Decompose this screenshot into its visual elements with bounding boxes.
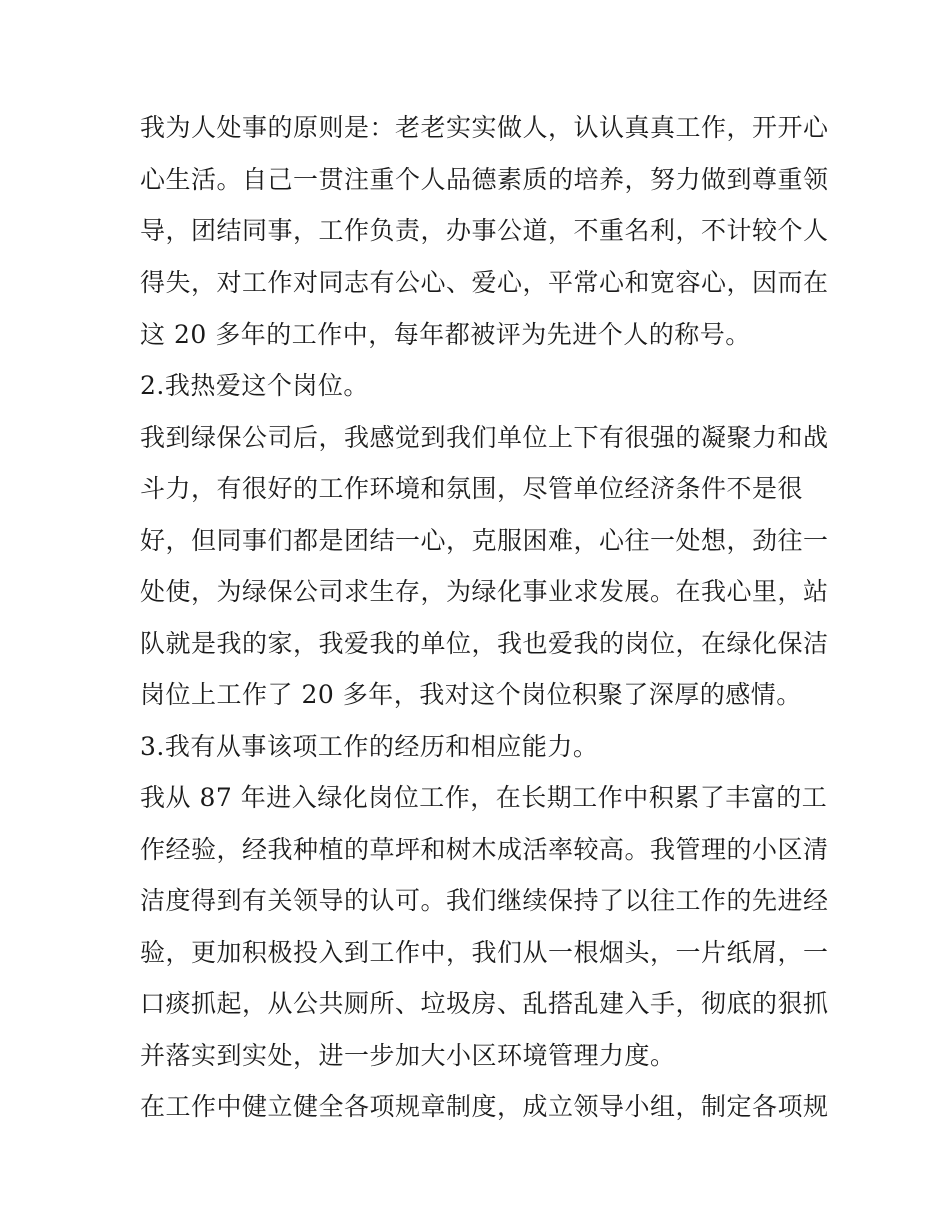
paragraph-line: 我从 87 年进入绿化岗位工作，在长期工作中积累了丰富的工 [140, 783, 828, 812]
paragraph-line: 我为人处事的原则是：老老实实做人，认认真真工作，开开心 [140, 113, 829, 142]
paragraph-line: 我到绿保公司后，我感觉到我们单位上下有很强的凝聚力和战 [140, 423, 829, 452]
paragraph-line: 口痰抓起，从公共厕所、垃圾房、乱搭乱建入手，彻底的狠抓 [140, 989, 829, 1018]
paragraph-line: 这 20 多年的工作中，每年都被评为先进个人的称号。 [140, 320, 751, 349]
paragraph-line: 验，更加积极投入到工作中，我们从一根烟头，一片纸屑，一 [140, 938, 829, 967]
paragraph-line: 导，团结同事，工作负责，办事公道，不重名利，不计较个人 [140, 216, 829, 245]
paragraph-line: 好，但同事们都是团结一心，克服困难，心往一处想，劲往一 [140, 526, 829, 555]
paragraph-line: 队就是我的家，我爱我的单位，我也爱我的岗位，在绿化保洁 [140, 629, 829, 658]
paragraph-line: 洁度得到有关领导的认可。我们继续保持了以往工作的先进经 [140, 886, 829, 915]
paragraph-line: 处使，为绿保公司求生存，为绿化事业求发展。在我心里，站 [140, 577, 829, 606]
paragraph-line: 岗位上工作了 20 多年，我对这个岗位积聚了深厚的感情。 [140, 680, 802, 709]
paragraph-line: 并落实到实处，进一步加大小区环境管理力度。 [140, 1041, 676, 1070]
paragraph-line: 斗力，有很好的工作环境和氛围，尽管单位经济条件不是很 [140, 474, 804, 503]
paragraph-line: 作经验，经我种植的草坪和树木成活率较高。我管理的小区清 [140, 835, 829, 864]
paragraph-line: 在工作中健立健全各项规章制度，成立领导小组，制定各项规 [140, 1092, 829, 1121]
paragraph-line: 得失，对工作对同志有公心、爱心，平常心和宽容心，因而在 [140, 268, 829, 297]
section-heading: 2.我热爱这个岗位。 [140, 371, 369, 400]
paragraph-line: 心生活。自己一贯注重个人品德素质的培养，努力做到尊重领 [140, 165, 829, 194]
section-heading: 3.我有从事该项工作的经历和相应能力。 [140, 732, 599, 761]
